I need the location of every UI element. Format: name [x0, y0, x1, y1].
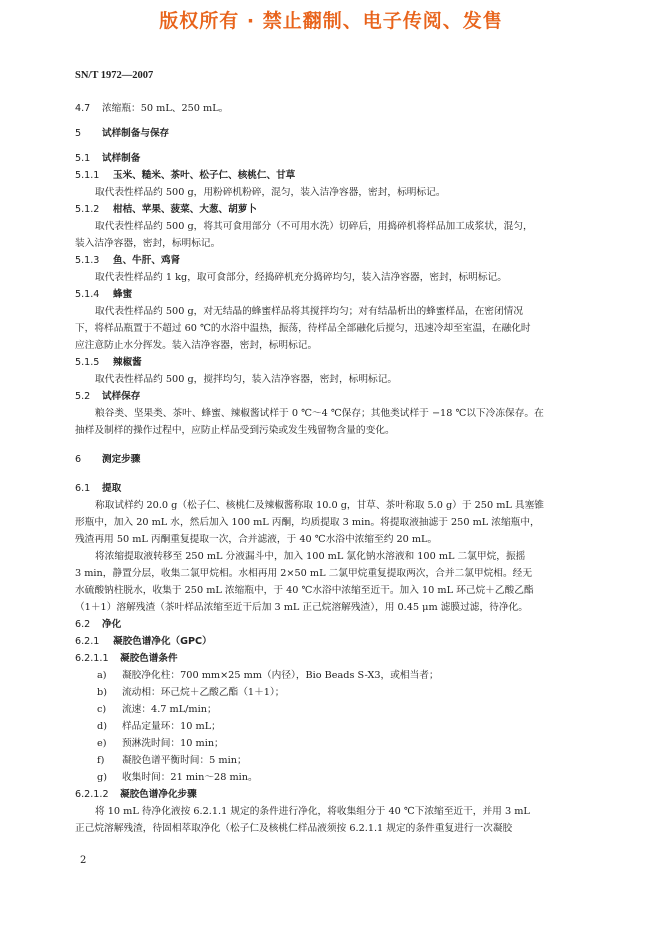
list-item: c) 流速：4.7 mL/min； — [97, 704, 217, 715]
section-5-1-heading: 5.1 试样制备 — [75, 153, 141, 164]
paragraph: 取代表性样品约 500 g，对无结晶的蜂蜜样品将其搅拌均匀；对有结晶析出的蜂蜜样品，在密闭情况 — [95, 306, 524, 317]
paragraph: 将浓缩提取液转移至 250 mL 分液漏斗中，加入 100 mL 氯化钠水溶液和 100 mL 二氯甲烷，振摇 — [95, 551, 526, 562]
paragraph: 取代表性样品约 500 g，将其可食用部分（不可用水洗）切碎后，用捣碎机将样品加工成浆状，混匀， — [95, 221, 533, 232]
section-5-1-4-heading: 5.1.4 蜂蜜 — [75, 289, 133, 300]
section-6-2-1-heading: 6.2.1 凝胶色谱净化（GPC） — [75, 636, 212, 647]
paragraph-continuation: 残渣再用 50 mL 丙酮重复提取一次，合并滤液，于 40 ℃水浴中浓缩至约 20 mL。 — [75, 534, 438, 545]
paragraph-continuation: 水硫酸钠柱脱水，收集于 250 mL 浓缩瓶中，于 40 ℃水浴中浓缩至近干。加入 10 mL 环己烷＋乙酸乙酯 — [75, 585, 534, 596]
list-item: d) 样品定量环：10 mL； — [97, 721, 221, 732]
section-6-heading: 6 测定步骤 — [75, 454, 141, 465]
paragraph-continuation: 装入洁净容器，密封，标明标记。 — [75, 238, 221, 249]
paragraph: 粮谷类、坚果类、茶叶、蜂蜜、辣椒酱试样于 0 ℃～4 ℃保存；其他类试样于 −18 ℃以下冷冻保存。在 — [95, 408, 544, 419]
list-item: g) 收集时间：21 min～28 min。 — [97, 772, 258, 783]
paragraph-continuation: 形瓶中，加入 20 mL 水，然后加入 100 mL 丙酮，均质提取 3 min。将提取液抽滤于 250 mL 浓缩瓶中， — [75, 517, 540, 528]
paragraph-continuation: 3 min，静置分层，收集二氯甲烷相。水相再用 2×50 mL 二氯甲烷重复提取两次，合并二氯甲烷相。经无 — [75, 568, 533, 579]
section-5-1-1-heading: 5.1.1 玉米、糙米、茶叶、松子仁、核桃仁、甘草 — [75, 170, 296, 181]
list-item: f) 凝胶色谱平衡时间：5 min； — [97, 755, 247, 766]
paragraph-continuation: 下，将样品瓶置于不超过 60 ℃的水浴中温热，振荡，待样品全部融化后搅匀，迅速冷却至室温，在融化时 — [75, 323, 531, 334]
section-5-1-2-heading: 5.1.2 柑桔、苹果、菠菜、大葱、胡萝卜 — [75, 204, 257, 215]
section-5-heading: 5 试样制备与保存 — [75, 128, 170, 139]
document-body — [75, 100, 590, 837]
paragraph: 将 10 mL 待净化液按 6.2.1.1 规定的条件进行净化，将收集组分于 40 ℃下浓缩至近干，并用 3 mL — [95, 806, 530, 817]
section-6-2-1-1-heading: 6.2.1.1 凝胶色谱条件 — [75, 653, 178, 664]
section-6-2-heading: 6.2 净化 — [75, 619, 122, 630]
section-5-1-5-heading: 5.1.5 辣椒酱 — [75, 357, 142, 368]
section-6-2-1-2-heading: 6.2.1.2 凝胶色谱净化步骤 — [75, 789, 197, 800]
paragraph-continuation: 应注意防止水分挥发。装入洁净容器，密封，标明标记。 — [75, 340, 318, 351]
list-item: b) 流动相：环己烷＋乙酸乙酯（1＋1）； — [97, 687, 285, 698]
paragraph-continuation: 抽样及制样的操作过程中，应防止样品受到污染或发生残留物含量的变化。 — [75, 425, 395, 436]
section-5-1-3-heading: 5.1.3 鱼、牛肝、鸡肾 — [75, 255, 181, 266]
paragraph-continuation: （1＋1）溶解残渣（茶叶样品浓缩至近干后加 3 mL 正己烷溶解残渣），用 0.45 μm 滤膜过滤，待净化。 — [75, 602, 528, 613]
section-4-7: 4.7 浓缩瓶：50 mL、250 mL。 — [75, 103, 229, 114]
page-number: 2 — [80, 855, 87, 866]
list-item: e) 预淋洗时间：10 min； — [97, 738, 224, 749]
section-5-2-heading: 5.2 试样保存 — [75, 391, 141, 402]
section-6-1-heading: 6.1 提取 — [75, 483, 122, 494]
list-item: a) 凝胶净化柱：700 mm×25 mm（内径），Bio Beads S-X3，或相当者； — [97, 670, 439, 681]
paragraph: 称取试样约 20.0 g（松子仁、核桃仁及辣椒酱称取 10.0 g，甘草、茶叶称取 5.0 g）于 250 mL 具塞锥 — [95, 500, 544, 511]
paragraph: 取代表性样品约 500 g，用粉碎机粉碎，混匀，装入洁净容器，密封，标明标记。 — [95, 187, 446, 198]
standard-number: SN/T 1972—2007 — [75, 70, 154, 81]
paragraph: 取代表性样品约 1 kg，取可食部分，经捣碎机充分捣碎均匀，装入洁净容器，密封，标明标记。 — [95, 272, 507, 283]
paragraph: 取代表性样品约 500 g，搅拌均匀，装入洁净容器，密封，标明标记。 — [95, 374, 398, 385]
copyright-watermark: 版权所有 · 禁止翻制、电子传阅、发售 — [159, 10, 503, 32]
paragraph-continuation: 正己烷溶解残渣，待固相萃取净化（松子仁及核桃仁样品液须按 6.2.1.1 规定的条件重复进行一次凝胶 — [75, 823, 513, 834]
